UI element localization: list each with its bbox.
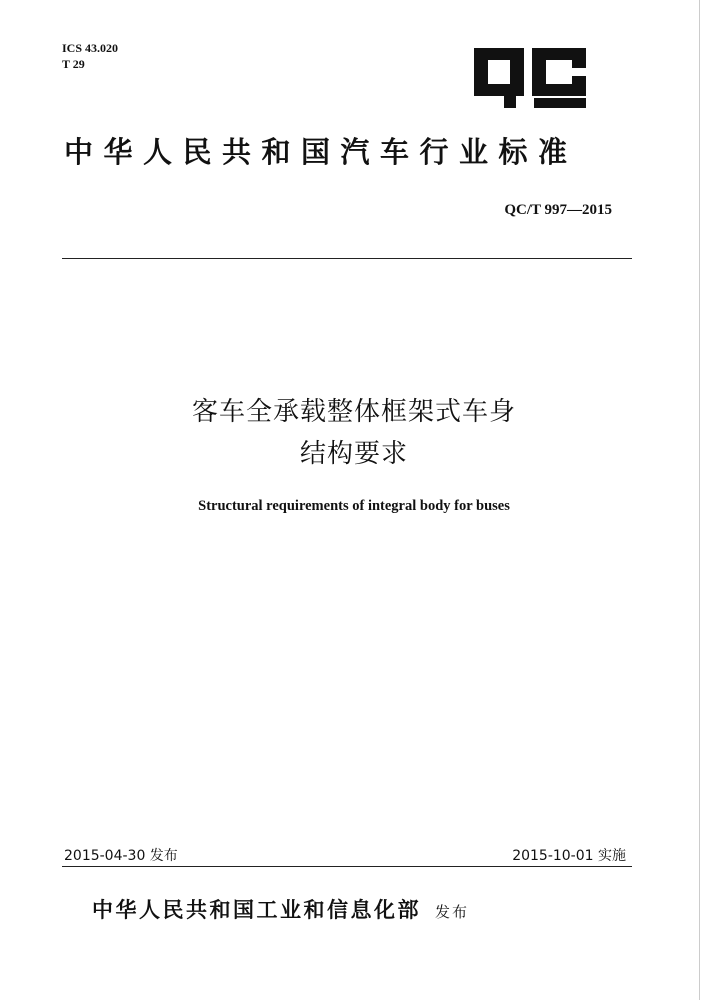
qc-logo (474, 48, 586, 108)
ics-number: ICS 43.020 (62, 41, 119, 55)
bottom-divider (62, 866, 632, 867)
title-cn-line1: 客车全承载整体框架式车身 (191, 397, 516, 427)
issuer-block (92, 894, 469, 924)
title-en: Structural requirements of integral body for buses (198, 498, 510, 514)
issuer-action: 发布 (435, 903, 470, 921)
issue-date: 2015-04-30 发布 (64, 848, 178, 864)
standard-type-heading: 中华人民共和国汽车行业标准 (64, 135, 578, 169)
ccs-number: T 29 (62, 57, 85, 71)
qc-logo-mark (474, 48, 586, 108)
top-divider (62, 258, 632, 259)
standard-code: QC/T 997—2015 (504, 202, 612, 218)
classification-block (62, 40, 118, 72)
issuer-name: 中华人民共和国工业和信息化部 (92, 897, 421, 922)
implementation-date: 2015-10-01 实施 (512, 848, 626, 864)
title-cn-line2: 结构要求 (299, 439, 408, 469)
